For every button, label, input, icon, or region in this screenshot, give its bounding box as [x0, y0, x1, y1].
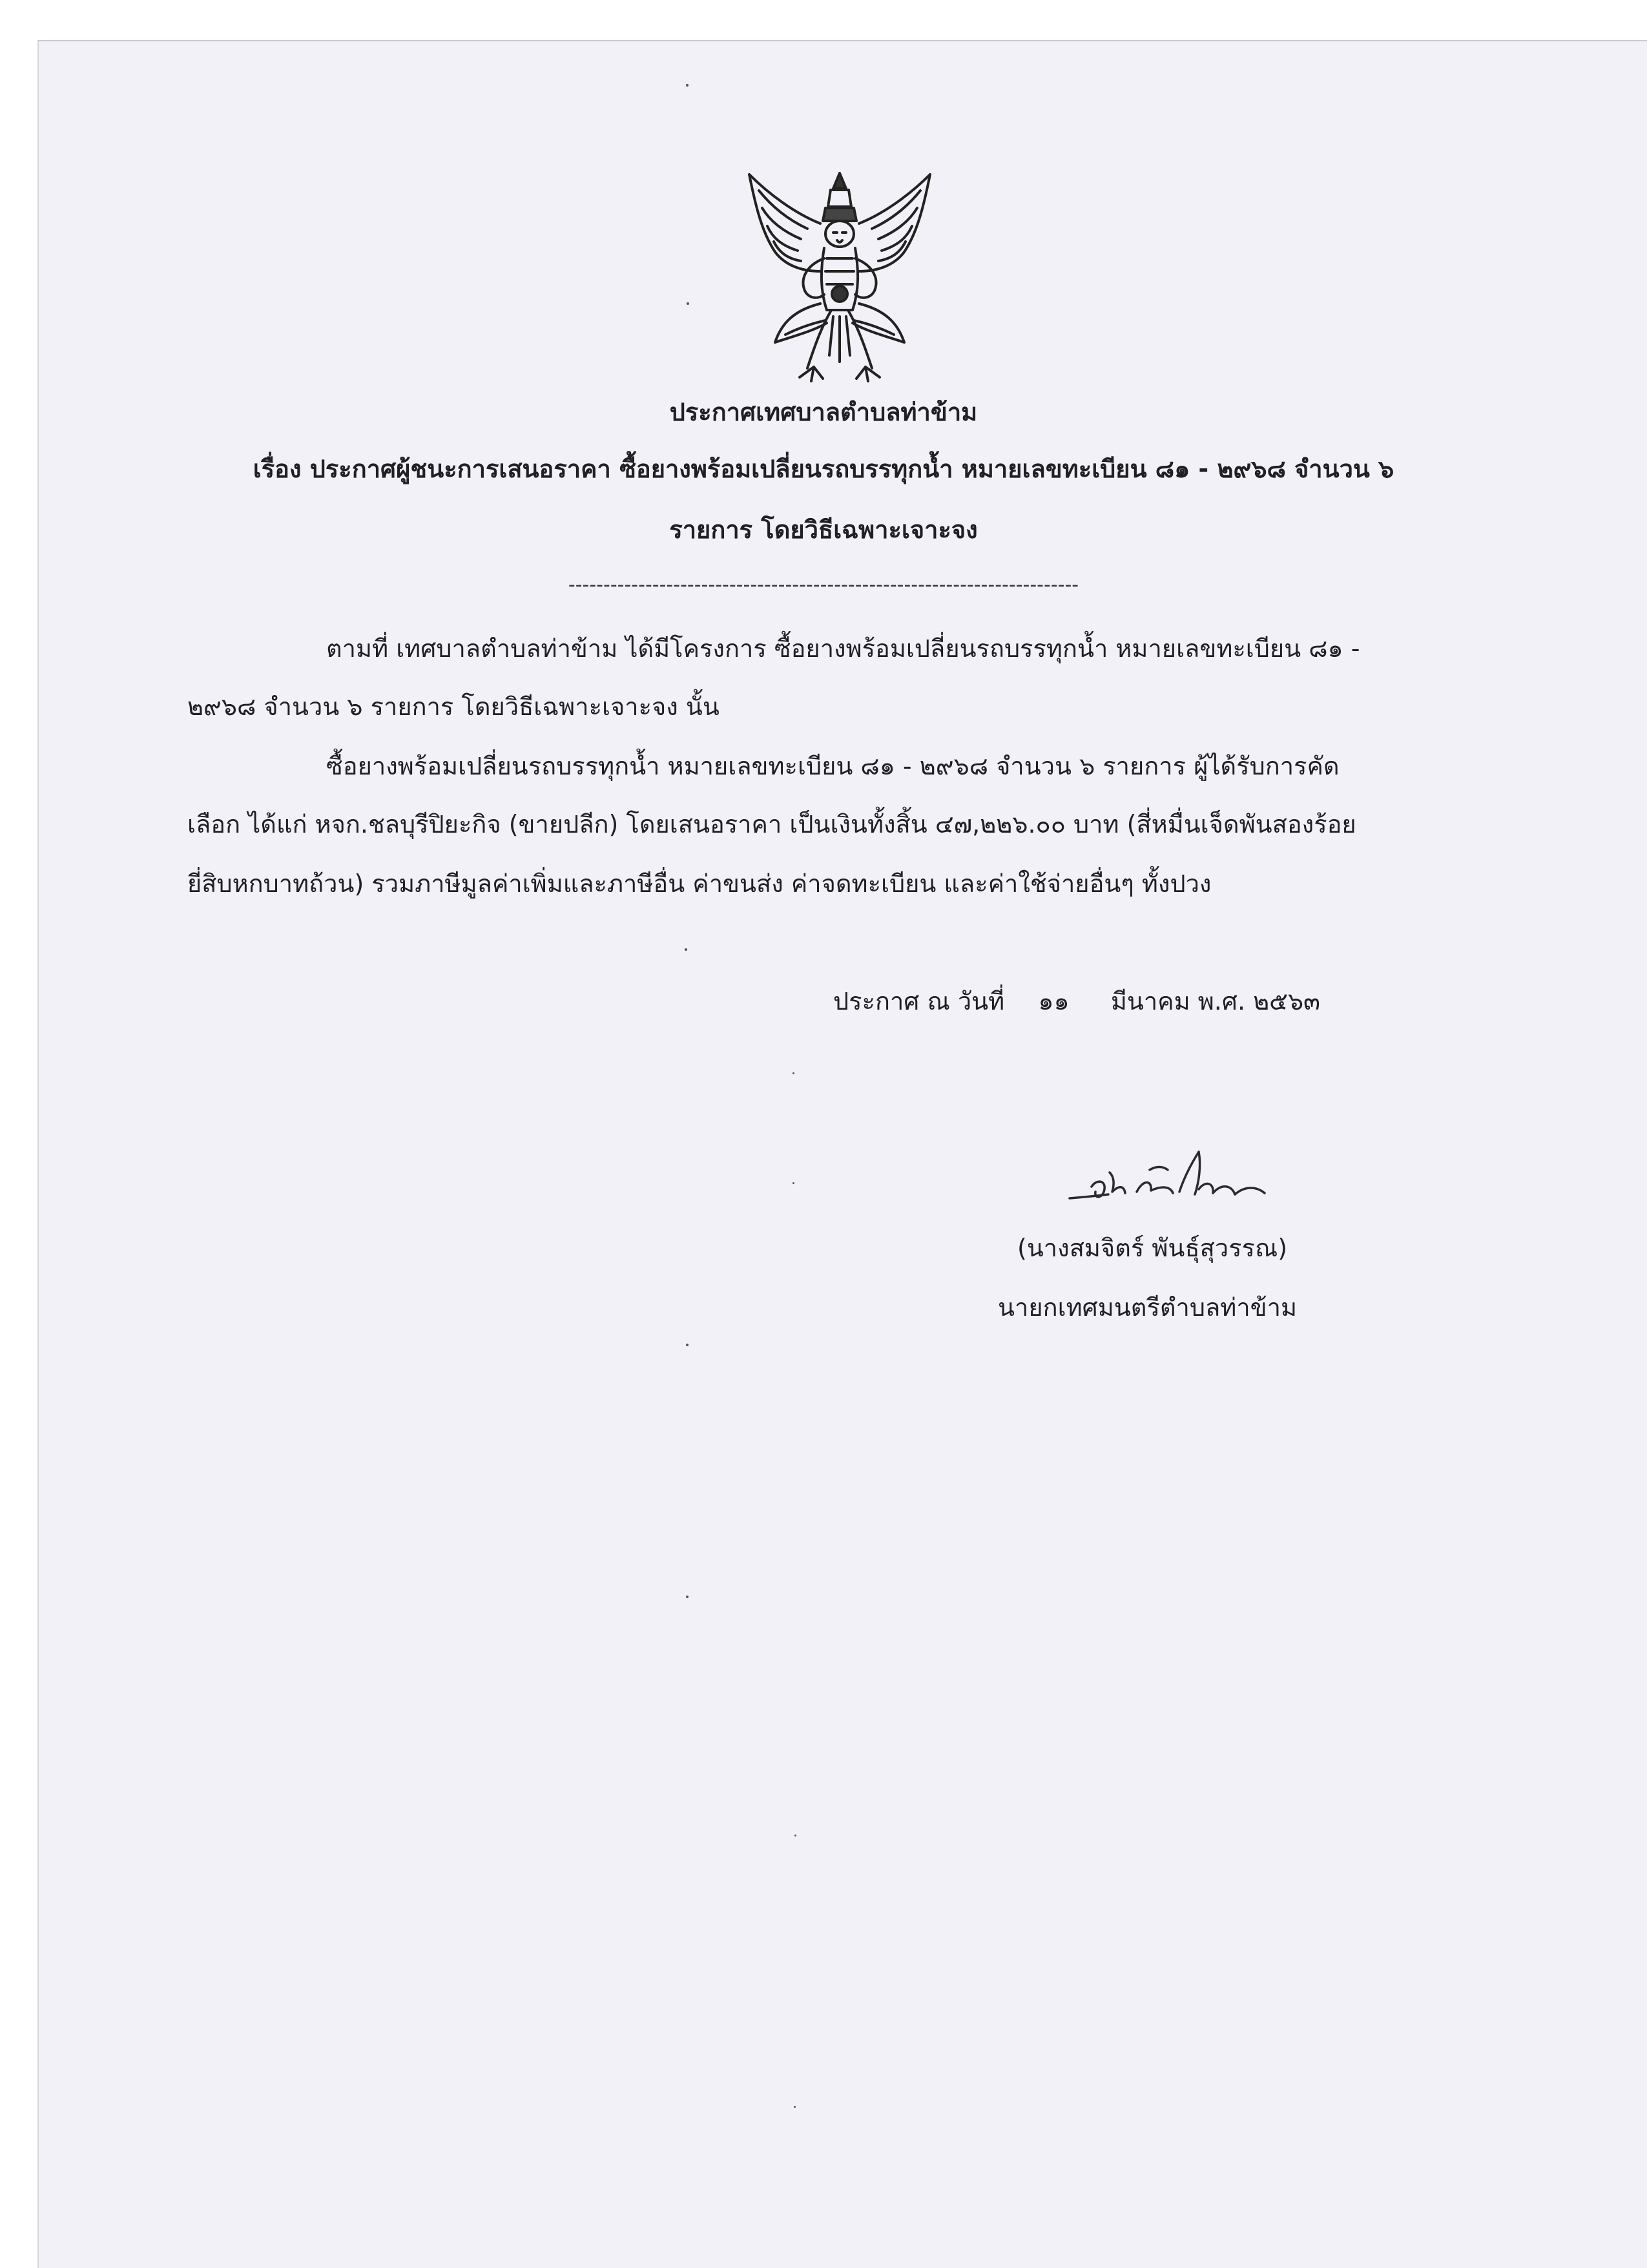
- scan-speck: [687, 302, 689, 305]
- paragraph-1-line-1: ตามที่ เทศบาลตำบลท่าข้าม ได้มีโครงการ ซื้อยางพร้อมเปลี่ยนรถบรรทุกน้ำ หมายเลขทะเบียน ๘๑ -: [326, 634, 1360, 663]
- scan-speck: [686, 1596, 689, 1598]
- signer-name: (นางสมจิตร์ พันธุ์สุวรรณ): [1017, 1234, 1288, 1262]
- date-day: ๑๑: [1038, 987, 1070, 1015]
- paragraph-2-line-1: ซื้อยางพร้อมเปลี่ยนรถบรรทุกน้ำ หมายเลขทะเบียน ๘๑ - ๒๙๖๘ จำนวน ๖ รายการ ผู้ได้รับการคัด: [326, 752, 1340, 780]
- signer-position: นายกเทศมนตรีตำบลท่าข้าม: [998, 1293, 1298, 1322]
- paragraph-2-line-3: ยี่สิบหกบาทถ้วน) รวมภาษีมูลค่าเพิ่มและภาษีอื่น ค่าขนส่ง ค่าจดทะเบียน และค่าใช้จ่ายอื่นๆ ทั้งปวง: [187, 869, 1212, 898]
- announcement-title: ประกาศเทศบาลตำบลท่าข้าม: [669, 398, 978, 426]
- separator-line: -------------------------------------------------------------------------: [568, 574, 1079, 596]
- paragraph-1-line-2: ๒๙๖๘ จำนวน ๖ รายการ โดยวิธีเฉพาะเจาะจง นั้น: [187, 692, 720, 721]
- garuda-emblem: [723, 161, 956, 394]
- date-prefix: ประกาศ ณ วันที่: [833, 987, 1005, 1015]
- subject-line-1: เรื่อง ประกาศผู้ชนะการเสนอราคา ซื้อยางพร้อมเปลี่ยนรถบรรทุกน้ำ หมายเลขทะเบียน ๘๑ - ๒๙๖๘ จำนวน ๖: [253, 455, 1394, 483]
- handwritten-signature: [1066, 1147, 1279, 1218]
- date-month-year: มีนาคม พ.ศ. ๒๕๖๓: [1110, 987, 1321, 1015]
- subject-line-2: รายการ โดยวิธีเฉพาะเจาะจง: [669, 515, 978, 544]
- announcement-date: [833, 986, 1320, 1017]
- paragraph-2-line-2: เลือก ได้แก่ หจก.ชลบุรีปิยะกิจ (ขายปลีก) โดยเสนอราคา เป็นเงินทั้งสิ้น ๔๗,๒๒๖.๐๐ บาท (สี่หมื่นเจ็ดพันสองร้อย: [187, 810, 1356, 838]
- scan-speck: [685, 948, 687, 951]
- scan-speck: [792, 1182, 794, 1184]
- scan-speck: [686, 84, 689, 87]
- scan-speck: [792, 1072, 794, 1074]
- scan-speck: [794, 2106, 796, 2108]
- scan-speck: [686, 1344, 689, 1346]
- scan-speck: [794, 1835, 796, 1836]
